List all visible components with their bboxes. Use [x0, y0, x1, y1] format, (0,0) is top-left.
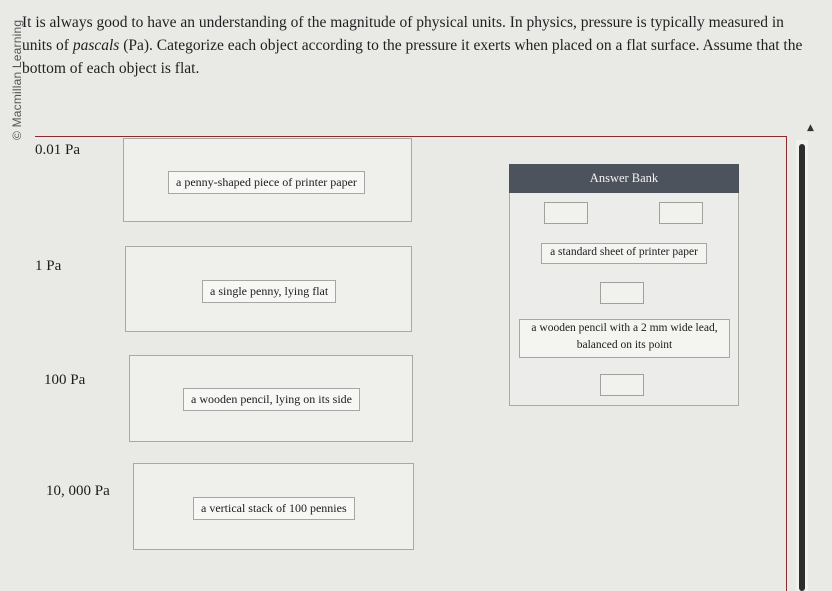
category-label-100-pa: 100 Pa [44, 372, 86, 388]
answer-bank-item-pencil-point[interactable] [519, 319, 730, 358]
question-part-1: It is always good to have an understanding of the magnitude of physical units. In physics, pressure is typically measured in units of [22, 14, 784, 54]
answer-bank-item-pencil-point-line-1: a wooden pencil with a 2 mm wide lead, [531, 322, 718, 334]
placed-item-penny-stack[interactable]: a vertical stack of 100 pennies [193, 497, 355, 520]
answer-bank-empty-slot [544, 202, 588, 224]
question-text [22, 11, 817, 80]
answer-bank-empty-slot [659, 202, 703, 224]
workspace-top-border [35, 136, 787, 137]
answer-bank-item-standard-paper[interactable]: a standard sheet of printer paper [541, 243, 707, 264]
answer-bank-empty-slot [600, 282, 644, 304]
placed-item-pencil-side[interactable]: a wooden pencil, lying on its side [183, 388, 360, 411]
category-label-1-pa: 1 Pa [35, 258, 62, 274]
scrollbar-thumb[interactable] [799, 144, 805, 591]
copyright-watermark: © Macmillan Learning [10, 19, 24, 140]
category-label-0-01-pa: 0.01 Pa [35, 142, 80, 158]
answer-bank-item-pencil-point-line-2: balanced on its point [576, 339, 673, 351]
answer-bank-title: Answer Bank [509, 164, 739, 193]
placed-item-penny-paper[interactable]: a penny-shaped piece of printer paper [168, 171, 365, 194]
workspace-right-border [786, 136, 787, 591]
question-unit-italic: pascals [72, 37, 120, 54]
scroll-up-arrow-icon[interactable]: ▲ [807, 123, 814, 133]
placed-item-single-penny[interactable]: a single penny, lying flat [202, 280, 336, 303]
answer-bank-empty-slot [600, 374, 644, 396]
question-part-2: (Pa). Categorize each object according to the pressure it exerts when placed on a flat surface. Assume that the bottom of each object is flat. [22, 37, 803, 77]
category-label-10000-pa: 10, 000 Pa [46, 483, 110, 499]
